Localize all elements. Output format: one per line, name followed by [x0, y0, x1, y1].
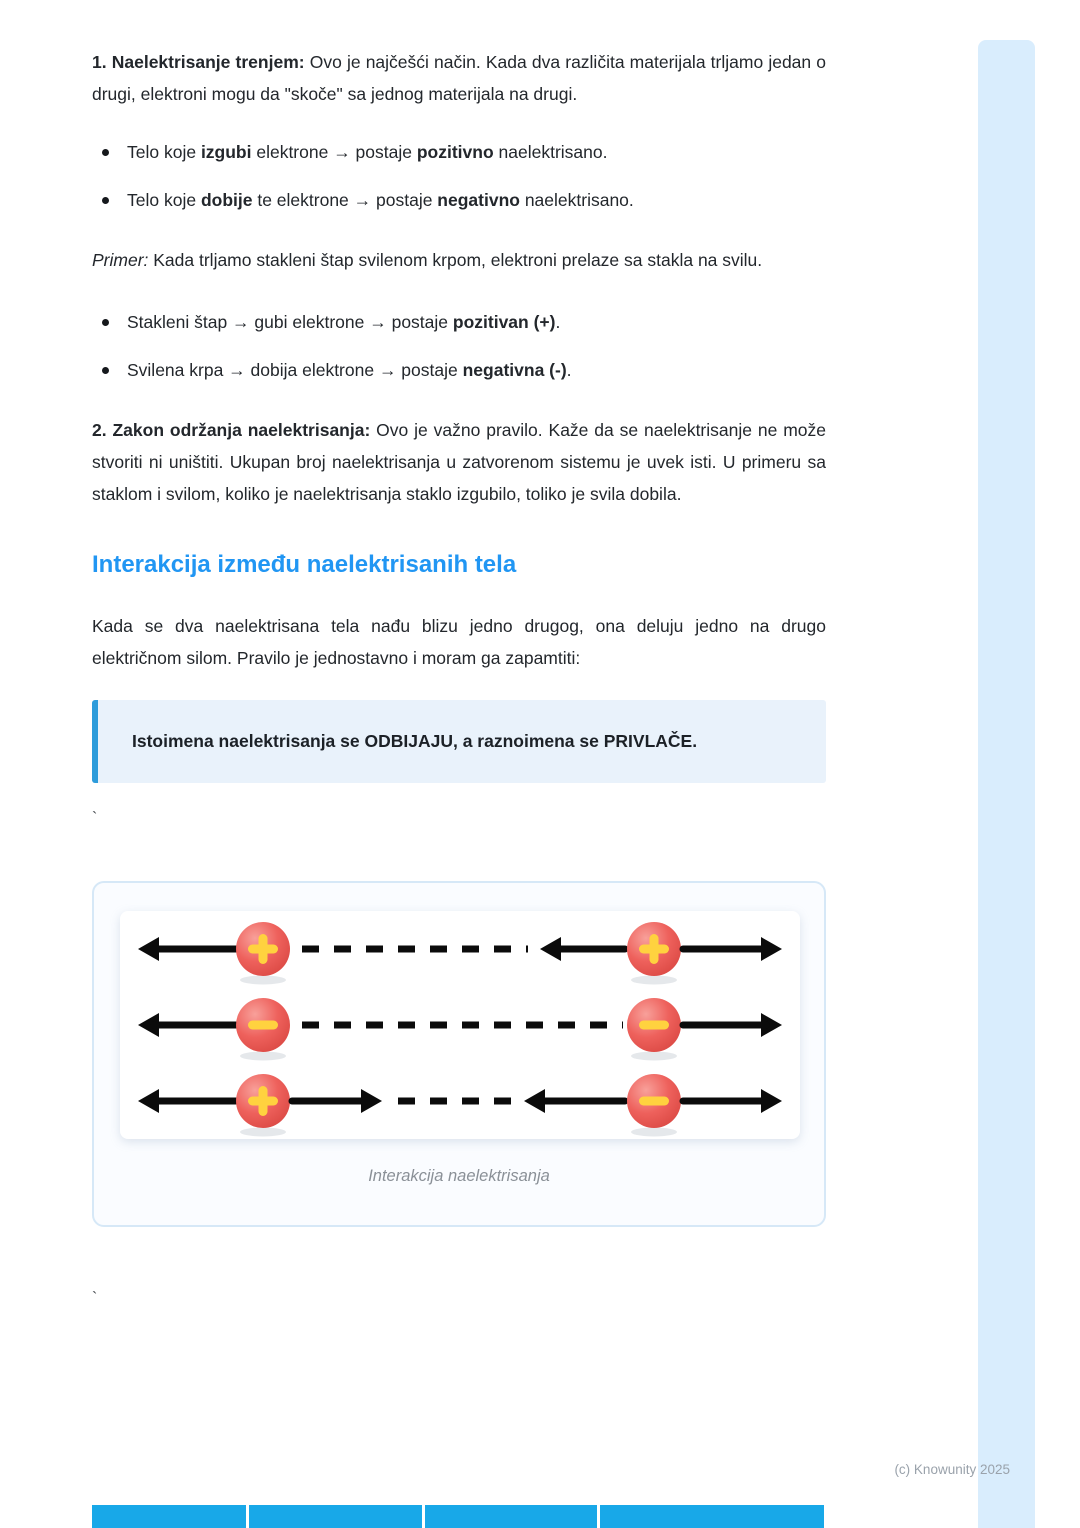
footer-table-cell: [92, 1505, 246, 1528]
text-run: naelektrisano.: [493, 142, 608, 162]
text-run: Ovo je najčešći način. Kada dva različita materijala trljamo jedan o drugi, elektroni mogu da "skoče" sa jednog materijala na drugi.: [92, 52, 827, 104]
list-item-gain-electrons: [92, 184, 826, 216]
text-run: Telo koje: [127, 142, 201, 162]
bullet-list-glass-silk: [92, 306, 826, 386]
list-item-text: [127, 142, 607, 162]
text-run-bold: pozitivan (+): [452, 312, 556, 332]
footer-table-cell: [249, 1505, 422, 1528]
list-item-silk-cloth: [92, 354, 826, 386]
list-item-lose-electrons: [92, 136, 826, 168]
interaction-diagram: [120, 911, 800, 1139]
text-run: Stakleni štap → gubi elektrone → postaje: [127, 312, 453, 332]
footer-table-cell: [425, 1505, 597, 1528]
footer-table-cell: [600, 1505, 824, 1528]
text-run: .: [566, 360, 572, 380]
text-run: elektrone → postaje: [251, 142, 417, 162]
paragraph-electrification-by-friction: [92, 46, 826, 110]
diagram-row-attract: [120, 1063, 800, 1139]
text-run: Telo koje: [127, 190, 201, 210]
bullet-dot: [102, 319, 109, 326]
figure-caption: Interakcija naelektrisanja: [368, 1167, 550, 1185]
list-item-text: [127, 360, 572, 380]
text-run-bold: 1. Naelektrisanje trenjem:: [92, 52, 305, 72]
text-run-bold: 2. Zakon održanja naelektrisanja:: [92, 420, 371, 440]
text-run: te elektrone → postaje: [252, 190, 438, 210]
interaction-figure-card: [92, 881, 826, 1227]
rule-callout: Istoimena naelektrisanja se ODBIJAJU, a raznoimena se PRIVLAČE.: [92, 700, 826, 783]
stray-backtick-2: `: [92, 1290, 98, 1307]
paragraph-conservation-law: [92, 414, 826, 510]
text-run-bold: negativno: [437, 190, 520, 210]
text-run-bold: dobije: [200, 190, 253, 210]
paragraph-example: [92, 244, 826, 276]
stray-backtick-1: `: [92, 810, 98, 827]
right-margin-strip: [978, 40, 1035, 1528]
text-run: naelektrisano.: [519, 190, 634, 210]
bullet-list-electron-transfer: [92, 136, 826, 216]
section-heading-interaction: Interakcija između naelektrisanih tela: [92, 551, 517, 578]
bullet-dot: [102, 367, 109, 374]
footer-table-bar: [92, 1505, 826, 1528]
text-run: Kada trljamo stakleni štap svilenom krpom, elektroni prelaze sa stakla na svilu.: [148, 250, 763, 270]
diagram-row-repel-negative: [120, 987, 800, 1063]
diagram-row-repel-positive: [120, 911, 800, 987]
bullet-dot: [102, 149, 109, 156]
list-item-text: [127, 312, 560, 332]
list-item-glass-rod: [92, 306, 826, 338]
text-run-italic: Primer:: [92, 250, 149, 270]
text-run-bold: izgubi: [200, 142, 252, 162]
text-run: .: [555, 312, 561, 332]
paragraph-interaction-intro: Kada se dva naelektrisana tela nađu blizu jedno drugog, ona deluju jedno na drugo električnom silom. Pravilo je jednostavno i moram ga zapamtiti:: [92, 616, 826, 668]
text-run-bold: negativna (-): [462, 360, 567, 380]
bullet-dot: [102, 197, 109, 204]
text-run-bold: pozitivno: [416, 142, 494, 162]
content-column: [92, 0, 827, 1307]
text-run: Svilena krpa → dobija elektrone → postaje: [127, 360, 463, 380]
text-run: Ovo je važno pravilo. Kaže da se naelektrisanje ne može stvoriti ni uništiti. Ukupan broj naelektrisanja u zatvorenom sistemu je uvek isti. U primeru sa staklom i svilom, koliko je naelektrisanja staklo izgubilo, toliko je svila dobila.: [92, 420, 827, 504]
list-item-text: [127, 190, 634, 210]
copyright-notice: (c) Knowunity 2025: [894, 1462, 1010, 1477]
